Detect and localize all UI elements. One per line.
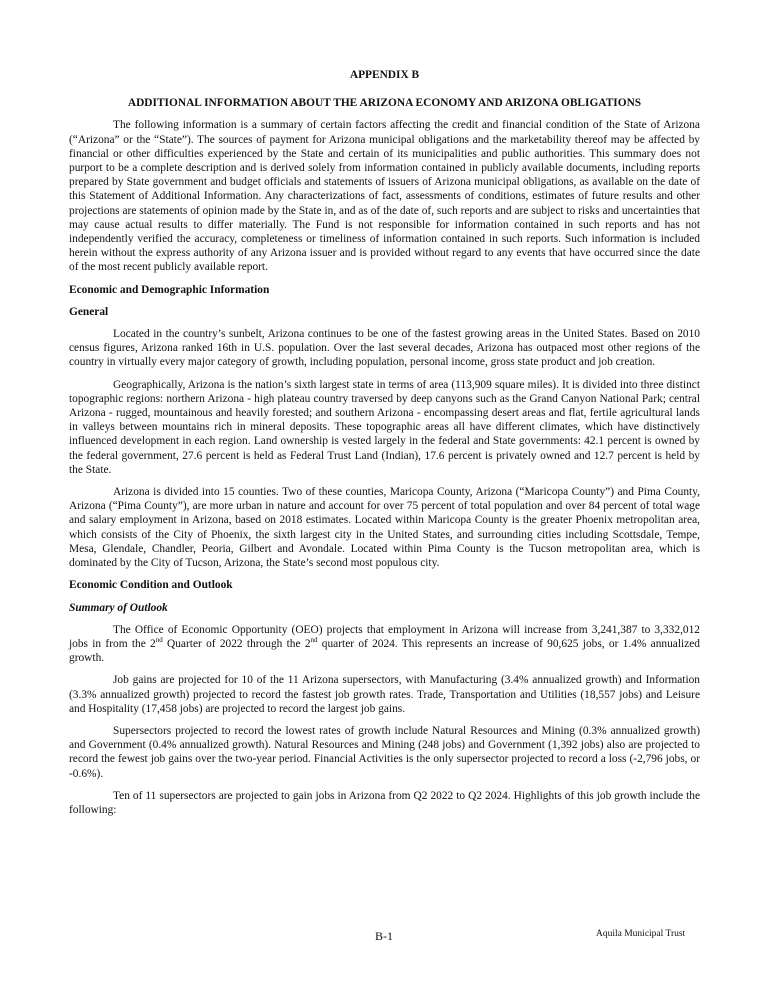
footer-brand: Aquila Municipal Trust [596, 929, 686, 939]
general-paragraph-3: Arizona is divided into 15 counties. Two of these counties, Maricopa County, Arizona (“Maricopa County”) and Pima County, Arizona (“Pima County”), are more urban in nature and account for over 75 percent of total population and over 84 percent of total wage and salary employment in Arizona, based on 2018 estimates. Located within Maricopa County is the greater Phoenix metropolitan area, which consists of the City of Phoenix, the sixth largest city in the United States, and surrounding cities including Scottsdale, Tempe, Mesa, Glendale, Chandler, Peoria, Gilbert and Avondale. Located within Pima County is the Tucson metropolitan area, which is dominated by the City of Tucson, Arizona, the State’s second most populous city. [69, 486, 700, 570]
page-content [69, 68, 700, 825]
outlook-p1-part-b: Quarter of 2022 through the 2 [162, 637, 311, 650]
page-number: B-1 [375, 929, 393, 943]
subsection-heading-general: General [69, 305, 109, 318]
outlook-paragraph-3: Supersectors projected to record the lowest rates of growth include Natural Resources and Mining (0.3% annualized growth) and Government (0.4% annualized growth). Natural Resources and Mining (248 jobs) and Government (1,392 jobs) also are projected to record the fewest job gains over the two-year period. Financial Activities is the only supersector projected to record a loss (-2,796 jobs, or -0.6%). [69, 724, 700, 780]
subsection-heading-summary-outlook: Summary of Outlook [69, 601, 168, 614]
superscript-nd: nd [155, 636, 163, 645]
superscript-nd: nd [310, 636, 318, 645]
general-paragraph-2: Geographically, Arizona is the nation’s sixth largest state in terms of area (113,909 square miles). It is divided into three distinct topographic regions: northern Arizona - high plateau country traversed by deep canyons such as the Grand Canyon National Park; central Arizona - rugged, mountainous and heavily forested; and southern Arizona - encompassing desert areas and flat, fertile agricultural lands in valleys between mountains rich in mineral deposits. These topographic areas all have different climates, which have distinctively influenced development in each region. Land ownership is vested largely in the federal and State governments: 42.1 percent is owned by the federal government, 27.6 percent is held as Federal Trust Land (Indian), 17.6 percent is privately owned and 12.7 percent is held by the State. [69, 378, 700, 476]
intro-paragraph: The following information is a summary of certain factors affecting the credit and financial condition of the State of Arizona (“Arizona” or the “State”). The sources of payment for Arizona municipal obligations and the marketability thereof may be affected by financial or other difficulties experienced by the State and certain of its municipalities and public authorities. This summary does not purport to be a complete description and is derived solely from information contained in publicly available documents, including reports prepared by State government and budget officials and statements of issuers of Arizona municipal obligations, as available on the date of this Statement of Additional Information. Any characterizations of fact, assessments of conditions, estimates of future results and other projections are statements of opinion made by the State in, and as of the date of, such reports and are subject to risks and uncertainties that may cause actual results to differ materially. The Fund is not responsible for information contained in such reports and has not independently verified the accuracy, completeness or timeliness of information contained in such reports. Such information is included herein without the express authority of any Arizona issuer and is provided without regard to any events that have occurred since the date of the most recent publicly available report. [69, 119, 700, 274]
outlook-paragraph-2: Job gains are projected for 10 of the 11 Arizona supersectors, with Manufacturing (3.4% annualized growth) and Information (3.3% annualized growth) projected to record the fastest job growth rates. Trade, Transportation and Utilities (18,557 jobs) and Leisure and Hospitality (17,458 jobs) are projected to record the largest job gains. [69, 674, 700, 715]
document-title: ADDITIONAL INFORMATION ABOUT THE ARIZONA ECONOMY AND ARIZONA OBLIGATIONS [127, 97, 642, 110]
section-heading-economic-demographic: Economic and Demographic Information [69, 283, 270, 296]
outlook-paragraph-4: Ten of 11 supersectors are projected to gain jobs in Arizona from Q2 2022 to Q2 2024. Highlights of this job growth include the following: [69, 789, 700, 816]
outlook-p1-part-a: The Office of Economic Opportunity (OEO) projects that employment in Arizona will increase from 3,241,387 to 3,332,012 jobs in from the 2 [69, 623, 700, 650]
outlook-p1-part-c: quarter of 2024. This represents an increase of 90,625 jobs, or 1.4% annualized growth. [69, 637, 700, 665]
general-paragraph-1: Located in the country’s sunbelt, Arizona continues to be one of the fastest growing areas in the United States. Based on 2010 census figures, Arizona ranked 16th in U.S. population. Over the last several decades, Arizona has outpaced most other regions of the country in virtually every major category of growth, including population, personal income, gross state product and job creation. [69, 328, 700, 369]
appendix-label: APPENDIX B [349, 69, 420, 81]
section-heading-economic-condition: Economic Condition and Outlook [69, 579, 233, 592]
outlook-paragraph-1 [69, 623, 700, 666]
